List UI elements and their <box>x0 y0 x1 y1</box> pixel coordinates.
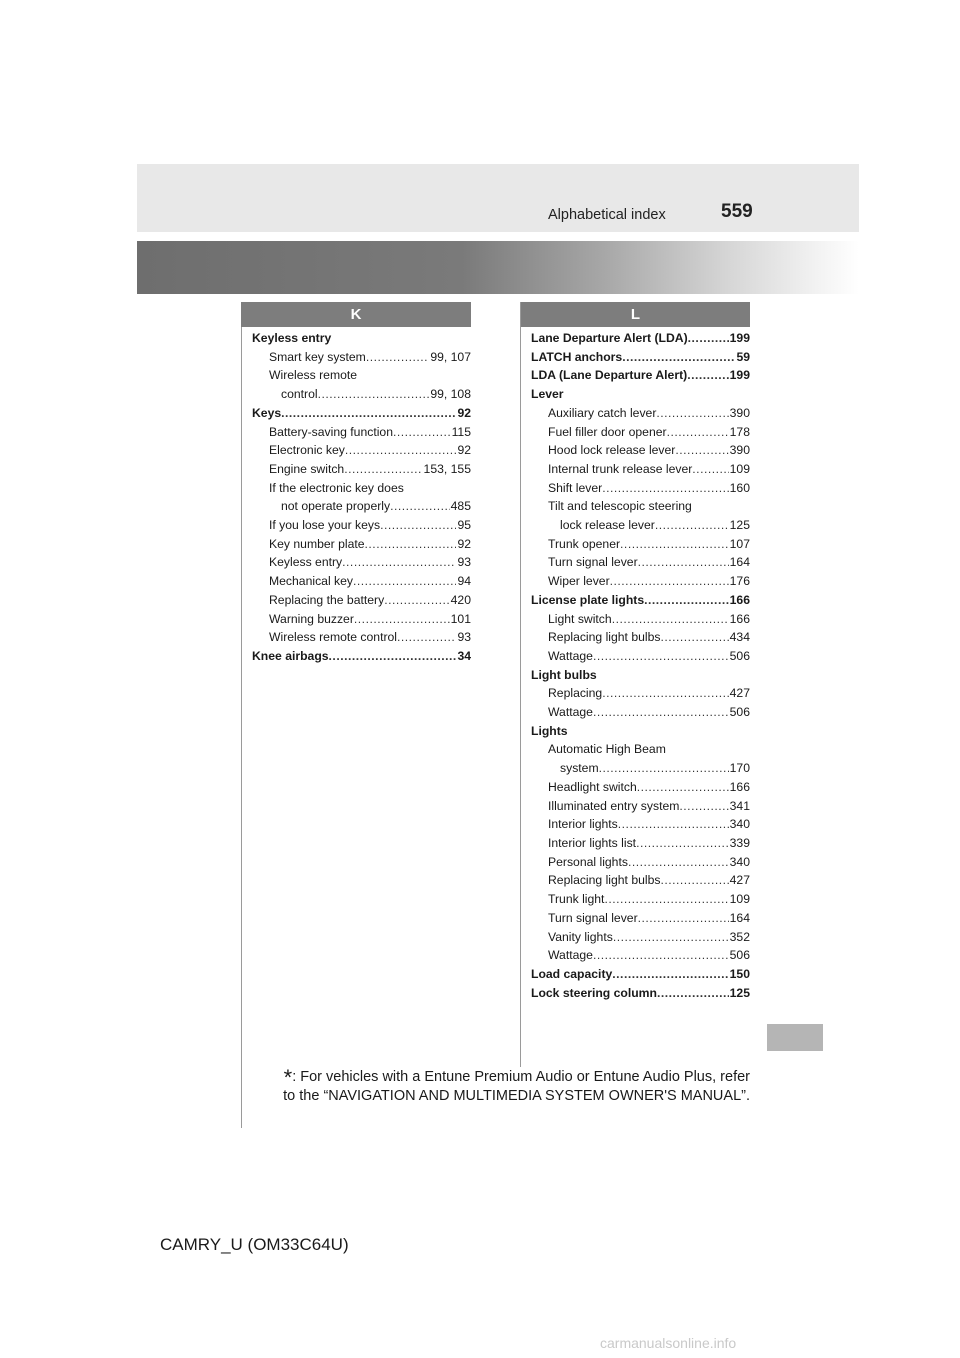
index-entry-sub <box>531 703 750 722</box>
entry-term: Keys <box>252 405 282 420</box>
section-letter-k: K <box>241 302 471 327</box>
entry-term: Wireless remote <box>269 368 358 383</box>
dot-leader <box>618 815 729 834</box>
entry-page-ref: 92 <box>457 536 471 551</box>
index-entry-sub <box>252 366 471 385</box>
entry-page-ref: 101 <box>450 611 471 626</box>
entry-page-ref: 166 <box>729 779 750 794</box>
dot-leader <box>638 553 729 572</box>
index-entry-sub <box>531 853 750 872</box>
entry-term: Personal lights <box>548 854 628 869</box>
dot-leader <box>660 871 728 890</box>
index-entry-sub <box>531 441 750 460</box>
dot-leader <box>318 385 430 404</box>
entry-term: Battery-saving function <box>269 424 393 439</box>
entry-page-ref: 341 <box>729 798 750 813</box>
index-entry-sub <box>252 497 471 516</box>
dot-leader <box>593 647 729 666</box>
entry-term: Interior lights <box>548 817 618 832</box>
index-entry-sub <box>252 610 471 629</box>
index-entry-main <box>531 348 750 367</box>
entry-term: Lane Departure Alert (LDA) <box>531 331 688 345</box>
dot-leader <box>637 778 729 797</box>
entry-page-ref: 485 <box>450 499 471 514</box>
dot-leader <box>342 553 456 572</box>
entry-term: Keyless entry <box>252 331 332 345</box>
entry-term: Headlight switch <box>548 779 637 794</box>
entry-term: Smart key system <box>269 349 366 364</box>
index-entry-main <box>531 329 750 348</box>
index-entry-sub <box>531 890 750 909</box>
dot-leader <box>365 535 457 554</box>
entry-term: Engine switch <box>269 461 345 476</box>
entry-term: LDA (Lane Departure Alert) <box>531 368 688 383</box>
page-number: 559 <box>721 201 753 222</box>
entry-term: Keyless entry <box>269 555 343 570</box>
entry-page-ref: 178 <box>729 424 750 439</box>
index-entry-sub <box>531 684 750 703</box>
entry-page-ref: 339 <box>729 835 750 850</box>
dot-leader <box>281 404 456 423</box>
entry-term: Mechanical key <box>269 574 353 589</box>
chapter-side-tab <box>767 1024 823 1051</box>
index-entry-sub <box>531 797 750 816</box>
entry-term: Wiper lever <box>548 574 610 589</box>
entry-page-ref: 352 <box>729 929 750 944</box>
entry-page-ref: 199 <box>729 331 750 345</box>
entry-term: Turn signal lever <box>548 555 638 570</box>
dot-leader <box>656 404 728 423</box>
index-entry-sub <box>252 553 471 572</box>
entry-term: Trunk opener <box>548 536 621 551</box>
entry-term: Wireless remote control <box>269 630 398 645</box>
entry-page-ref: 153, 155 <box>423 461 471 476</box>
dot-leader <box>688 329 729 348</box>
entry-term: Internal trunk release lever <box>548 461 693 476</box>
dot-leader <box>397 628 456 647</box>
entry-term: Replacing light bulbs <box>548 630 661 645</box>
entry-page-ref: 434 <box>729 630 750 645</box>
entry-page-ref: 109 <box>729 892 750 907</box>
entry-term: Shift lever <box>548 480 603 495</box>
index-entry-sub <box>531 778 750 797</box>
entry-page-ref: 115 <box>451 424 471 439</box>
entry-page-ref: 150 <box>729 966 750 981</box>
index-entry-sub <box>252 441 471 460</box>
entry-page-ref: 166 <box>729 592 750 607</box>
dot-leader <box>380 516 456 535</box>
index-entry-main <box>531 591 750 610</box>
entry-page-ref: 109 <box>729 461 750 476</box>
index-entry-sub <box>531 553 750 572</box>
index-entry-sub <box>252 348 471 367</box>
entry-term: Illuminated entry system <box>548 798 680 813</box>
entry-term: Automatic High Beam <box>548 742 666 757</box>
index-entry-sub <box>531 946 750 965</box>
index-entry-sub <box>531 535 750 554</box>
index-entry-main <box>531 984 750 1003</box>
index-entry-main <box>252 404 471 423</box>
index-entry-sub <box>531 928 750 947</box>
index-entry-sub <box>531 423 750 442</box>
index-column-l <box>531 329 750 1002</box>
index-entry-sub <box>531 871 750 890</box>
index-entry-sub <box>531 497 750 516</box>
footnote-marker: * <box>283 1065 293 1090</box>
dot-leader <box>384 591 449 610</box>
entry-page-ref: 164 <box>729 555 750 570</box>
section-letter-l: L <box>521 302 750 327</box>
entry-page-ref: 427 <box>729 873 750 888</box>
entry-term: Light switch <box>548 611 612 626</box>
dot-leader <box>660 628 728 647</box>
entry-term: Load capacity <box>531 966 613 981</box>
entry-page-ref: 176 <box>729 574 750 589</box>
dot-leader <box>612 610 729 629</box>
entry-page-ref: 420 <box>450 592 471 607</box>
entry-page-ref: 340 <box>729 854 750 869</box>
dot-leader <box>604 890 728 909</box>
entry-page-ref: 95 <box>457 518 471 533</box>
index-entry-sub <box>252 535 471 554</box>
page-section-title: Alphabetical index <box>548 207 666 223</box>
entry-page-ref: 160 <box>729 480 750 495</box>
index-entry-main <box>531 366 750 385</box>
index-entry-sub <box>531 404 750 423</box>
entry-term: Auxiliary catch lever <box>548 405 657 420</box>
index-entry-main <box>531 385 750 404</box>
index-entry-sub <box>531 834 750 853</box>
entry-page-ref: 92 <box>457 405 471 420</box>
entry-term: Tilt and telescopic steering <box>548 499 692 514</box>
entry-term: Trunk light <box>548 892 605 907</box>
entry-term: Wattage <box>548 948 593 963</box>
entry-page-ref: 390 <box>729 443 750 458</box>
dot-leader <box>390 497 450 516</box>
index-entry-sub <box>531 815 750 834</box>
entry-page-ref: 340 <box>729 817 750 832</box>
entry-page-ref: 170 <box>729 761 750 776</box>
entry-page-ref: 506 <box>729 948 750 963</box>
entry-term: Knee airbags <box>252 648 329 663</box>
dot-leader <box>602 684 728 703</box>
entry-term: Vanity lights <box>548 929 613 944</box>
dot-leader <box>354 610 450 629</box>
entry-page-ref: 99, 108 <box>430 387 471 402</box>
dot-leader <box>620 535 729 554</box>
dot-leader <box>353 572 456 591</box>
entry-page-ref: 93 <box>457 555 471 570</box>
dot-leader <box>329 647 457 666</box>
entry-page-ref: 92 <box>457 443 471 458</box>
header-gradient-band <box>137 241 859 294</box>
entry-page-ref: 166 <box>729 611 750 626</box>
entry-term: Lights <box>531 723 568 738</box>
entry-page-ref: 125 <box>729 985 750 1000</box>
entry-page-ref: 164 <box>729 910 750 925</box>
entry-term: Turn signal lever <box>548 910 638 925</box>
dot-leader <box>679 797 728 816</box>
entry-term: License plate lights <box>531 592 645 607</box>
footnote <box>270 1065 750 1105</box>
dot-leader <box>644 591 729 610</box>
index-column-k <box>252 329 471 666</box>
dot-leader <box>692 460 728 479</box>
index-entry-sub <box>531 909 750 928</box>
entry-term: Key number plate <box>269 536 365 551</box>
dot-leader <box>622 348 735 367</box>
dot-leader <box>667 423 729 442</box>
dot-leader <box>610 572 729 591</box>
index-entry-sub <box>252 572 471 591</box>
index-entry-sub <box>252 460 471 479</box>
index-entry-sub <box>252 385 471 404</box>
index-entry-sub <box>252 591 471 610</box>
entry-page-ref: 506 <box>729 705 750 720</box>
dot-leader <box>593 946 729 965</box>
entry-page-ref: 427 <box>729 686 750 701</box>
index-entry-sub <box>531 516 750 535</box>
entry-page-ref: 199 <box>729 368 750 383</box>
document-code: CAMRY_U (OM33C64U) <box>160 1235 349 1254</box>
entry-page-ref: 59 <box>736 349 750 364</box>
entry-term: LATCH anchors <box>531 349 623 364</box>
dot-leader <box>675 441 728 460</box>
entry-page-ref: 94 <box>457 574 471 589</box>
dot-leader <box>657 984 729 1003</box>
dot-leader <box>366 348 429 367</box>
entry-term: not operate properly <box>281 499 391 514</box>
entry-term: Light bulbs <box>531 667 597 682</box>
entry-page-ref: 390 <box>729 405 750 420</box>
entry-page-ref: 99, 107 <box>430 349 471 364</box>
entry-page-ref: 107 <box>729 536 750 551</box>
index-entry-main <box>531 965 750 984</box>
dot-leader <box>636 834 729 853</box>
entry-page-ref: 506 <box>729 648 750 663</box>
index-entry-sub <box>531 647 750 666</box>
entry-term: Electronic key <box>269 443 345 458</box>
entry-page-ref: 34 <box>457 648 471 663</box>
entry-term: Lever <box>531 387 564 402</box>
dot-leader <box>602 479 728 498</box>
entry-term: Replacing light bulbs <box>548 873 661 888</box>
entry-term: Wattage <box>548 648 593 663</box>
entry-term: Interior lights list <box>548 835 637 850</box>
index-entry-sub <box>252 628 471 647</box>
entry-term: If you lose your keys <box>269 518 381 533</box>
index-entry-sub <box>531 610 750 629</box>
index-entry-sub <box>531 572 750 591</box>
entry-term: Replacing the battery <box>269 592 385 607</box>
footnote-text: : For vehicles with a Entune Premium Audio or Entune Audio Plus, refer to the “NAVIGATION AND MULTIMEDIA SYSTEM OWNER'S MANUAL”. <box>283 1069 750 1104</box>
entry-term: Lock steering column <box>531 985 657 1000</box>
index-entry-sub <box>252 423 471 442</box>
dot-leader <box>599 759 729 778</box>
index-entry-main <box>531 722 750 741</box>
entry-term: Hood lock release lever <box>548 443 676 458</box>
entry-term: system <box>560 761 599 776</box>
left-divider-rule <box>241 302 242 1128</box>
entry-term: control <box>281 387 318 402</box>
index-entry-sub <box>531 759 750 778</box>
entry-term: Wattage <box>548 705 593 720</box>
entry-page-ref: 93 <box>457 630 471 645</box>
entry-term: If the electronic key does <box>269 480 404 495</box>
index-entry-main <box>252 647 471 666</box>
index-entry-sub <box>531 628 750 647</box>
column-divider-rule <box>520 302 521 1067</box>
dot-leader <box>628 853 729 872</box>
entry-term: Warning buzzer <box>269 611 354 626</box>
index-entry-main <box>252 329 471 348</box>
dot-leader <box>345 441 457 460</box>
entry-term: Replacing <box>548 686 603 701</box>
index-entry-main <box>531 666 750 685</box>
dot-leader <box>687 366 728 385</box>
dot-leader <box>393 423 451 442</box>
dot-leader <box>613 928 729 947</box>
dot-leader <box>638 909 729 928</box>
index-entry-sub <box>531 460 750 479</box>
dot-leader <box>344 460 422 479</box>
dot-leader <box>655 516 729 535</box>
entry-term: Fuel filler door opener <box>548 424 667 439</box>
index-entry-sub <box>252 516 471 535</box>
entry-page-ref: 125 <box>729 518 750 533</box>
entry-term: lock release lever <box>560 518 655 533</box>
index-entry-sub <box>531 479 750 498</box>
dot-leader <box>593 703 729 722</box>
index-entry-sub <box>531 740 750 759</box>
watermark: carmanualsonline.info <box>600 1335 737 1351</box>
dot-leader <box>612 965 728 984</box>
index-entry-sub <box>252 479 471 498</box>
